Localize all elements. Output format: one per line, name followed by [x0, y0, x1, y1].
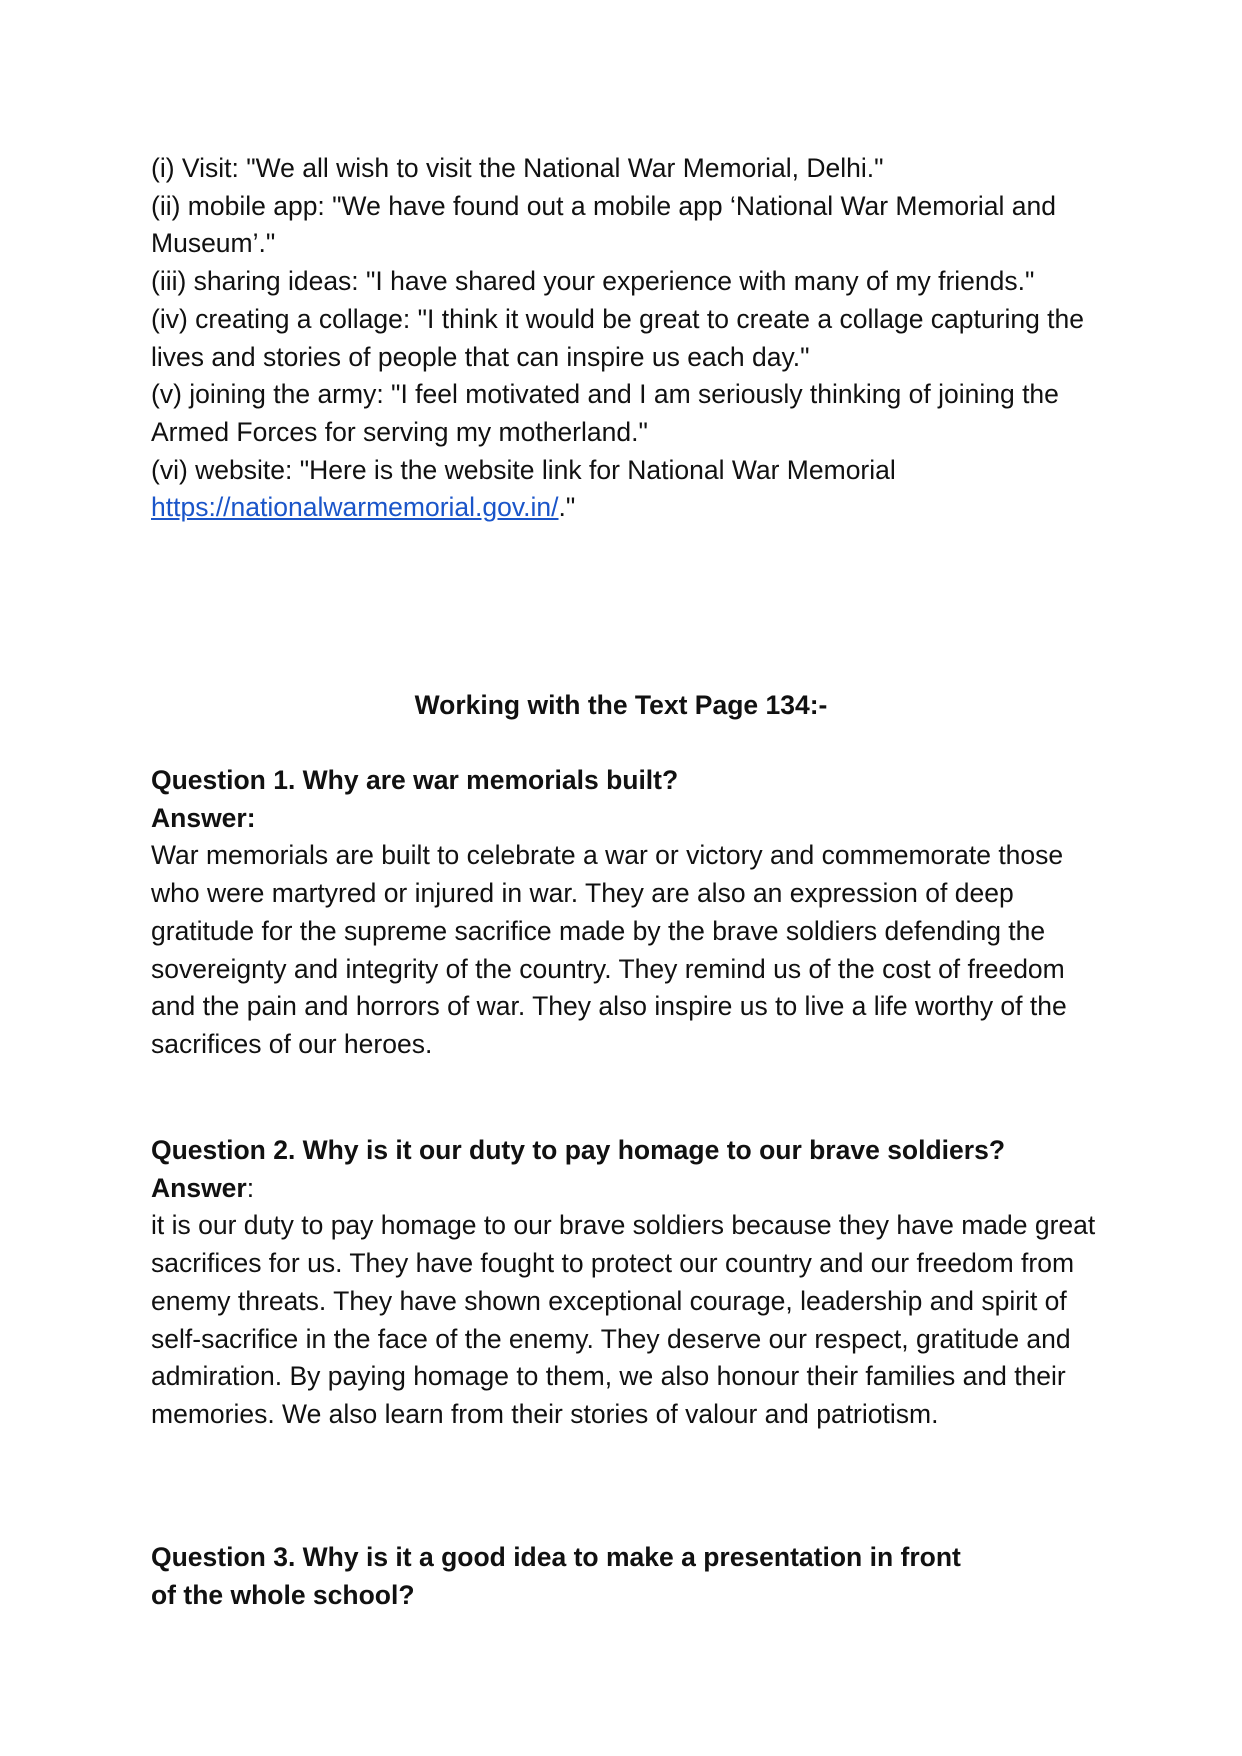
- list-item: (ii) mobile app: "We have found out a mobile app ‘National War Memorial and Museum’.": [151, 190, 1056, 259]
- question-2: [151, 1132, 1111, 1434]
- list-item: (iv) creating a collage: "I think it would be great to create a collage capturing the lives and stories of people that can inspire us each day.": [151, 303, 1085, 372]
- activity-list: [151, 150, 1111, 527]
- answer-label: Answer: [151, 1172, 247, 1203]
- list-item: (i) Visit: "We all wish to visit the National War Memorial, Delhi.": [151, 153, 884, 183]
- question-3: Question 3. Why is it a good idea to make a presentation in front of the whole school?: [151, 1542, 961, 1610]
- question-text: Question 1. Why are war memorials built?: [151, 765, 679, 795]
- list-item-website: [151, 452, 1111, 527]
- question-text: Question 2. Why is it our duty to pay homage to our brave soldiers?: [151, 1135, 1006, 1165]
- website-text: (vi) website: "Here is the website link for National War Memorial: [151, 454, 896, 485]
- question-1: [151, 762, 1111, 1064]
- list-item: (iii) sharing ideas: "I have shared your experience with many of my friends.": [151, 266, 1035, 297]
- answer-colon: :: [246, 1172, 255, 1203]
- website-suffix: .": [558, 492, 576, 523]
- answer-text: War memorials are built to celebrate a war or victory and commemorate those who were martyred or injured in war. They are also an expression of deep gratitude for the supreme sacrifice made by the brave soldiers defending the sovereignty and integrity of the country. They remind us of the cost of freedom and the pain and horrors of war. They also inspire us to live a life worthy of the sacrifices of our heroes.: [151, 840, 1067, 1059]
- answer-label: Answer:: [151, 802, 256, 833]
- website-link[interactable]: https://nationalwarmemorial.gov.in/: [151, 492, 559, 523]
- list-item: (v) joining the army: "I feel motivated and I am seriously thinking of joining the Armed Forces for serving my motherland.": [151, 379, 1059, 447]
- section-heading: Working with the Text Page 134:-: [414, 690, 828, 720]
- answer-text: it is our duty to pay homage to our brave soldiers because they have made great sacrifices for us. They have fought to protect our country and our freedom from enemy threats. They have shown exceptional courage, leadership and spirit of self-sacrifice in the face of the enemy. They deserve our respect, gratitude and admiration. By paying homage to them, we also honour their families and their memories. We also learn from their stories of valour and patriotism.: [151, 1210, 1096, 1429]
